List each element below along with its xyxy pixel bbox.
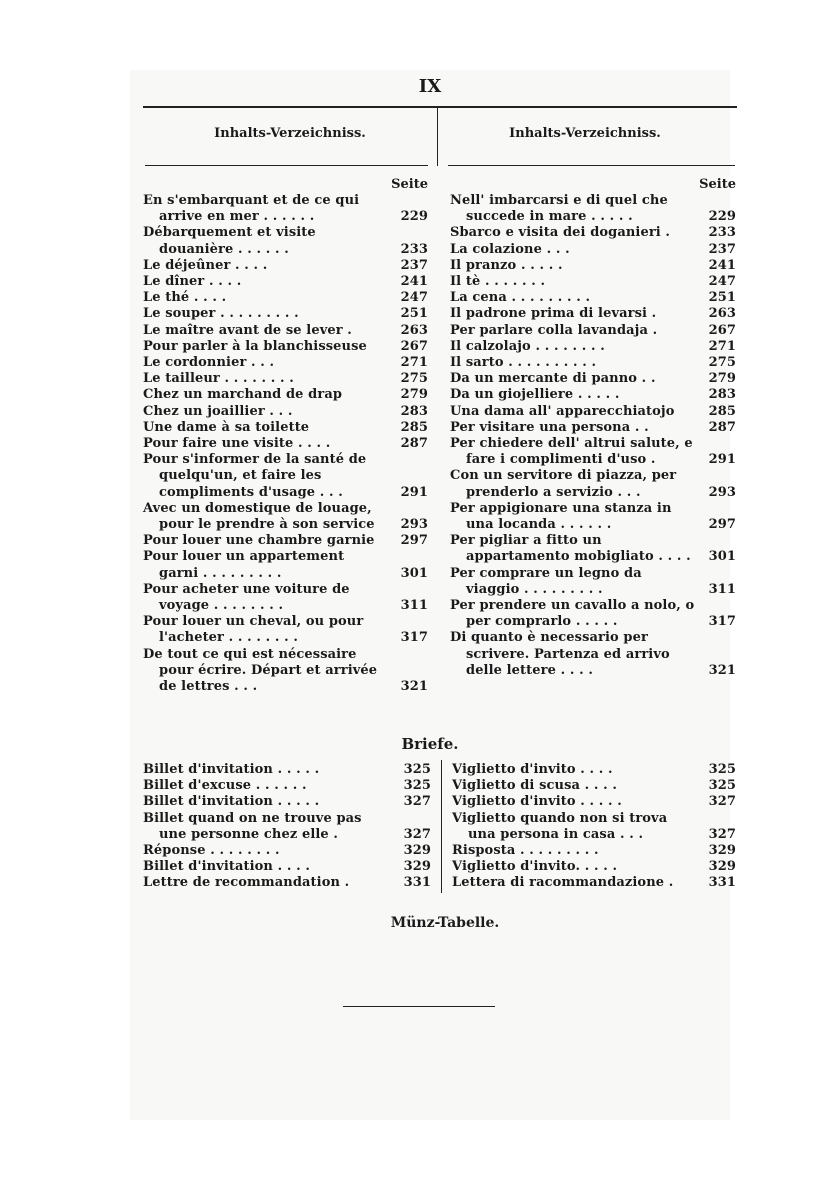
french-dialogue-entry-page: 283 (400, 403, 428, 419)
french-dialogue-entry (143, 533, 428, 549)
italian-letter-entry (452, 875, 736, 891)
italian-dialogue-entry (450, 290, 736, 306)
french-dialogue-entry-title: Une dame à sa toilette (143, 419, 310, 435)
right-header: Inhalts-Verzeichniss. (509, 126, 661, 141)
french-dialogue-entry-page: 297 (400, 533, 428, 549)
italian-dialogue-entry (450, 420, 736, 436)
french-letter-entry-title: Billet d'excuse . . . . . . (143, 778, 307, 794)
french-dialogue-entry-title: Le thé . . . . (143, 290, 227, 306)
seite-label-left: Seite (391, 177, 428, 192)
italian-letter-entry-page: 327 (708, 826, 736, 842)
italian-dialogue-entry-title: Per visitare una persona . . (450, 419, 649, 435)
french-dialogue-entry-page: 301 (400, 565, 428, 581)
italian-dialogue-entry-page: 297 (708, 517, 736, 533)
french-dialogue-entry-title: Chez un joaillier . . . (143, 403, 293, 419)
italian-letter-entry (452, 843, 736, 859)
column-divider (437, 106, 438, 166)
french-letter-entry (143, 859, 431, 875)
italian-dialogue-entry-title: La colazione . . . (450, 241, 570, 257)
french-dialogue-entry (143, 582, 428, 614)
french-letter-entry-title: Lettre de recommandation . (143, 875, 350, 891)
italian-dialogue-entry (450, 566, 736, 598)
french-dialogue-entry-page: 311 (400, 598, 428, 614)
french-dialogue-entry-page: 267 (400, 338, 428, 354)
french-dialogue-entry (143, 501, 428, 533)
italian-dialogue-entry (450, 436, 736, 468)
french-dialogue-entry (143, 355, 428, 371)
italian-letter-entry-title: Lettera di racommandazione . (452, 875, 674, 891)
french-dialogue-entry-title: Pour acheter une voiture de voyage . . . . . . . . (143, 581, 350, 614)
french-dialogue-entry (143, 371, 428, 387)
italian-dialogue-entry-page: 311 (708, 581, 736, 597)
french-dialogue-entry (143, 290, 428, 306)
french-letter-entry-page: 327 (403, 794, 431, 810)
french-dialogue-entry-title: Le cordonnier . . . (143, 355, 275, 371)
italian-dialogue-entry-page: 317 (708, 614, 736, 630)
italian-dialogue-entry-page: 283 (708, 387, 736, 403)
french-dialogue-entry (143, 323, 428, 339)
italian-dialogue-entry (450, 371, 736, 387)
italian-dialogue-entry (450, 323, 736, 339)
italian-dialogue-entry-page: 291 (708, 452, 736, 468)
italian-dialogue-entry (450, 258, 736, 274)
french-dialogue-entry-page: 241 (400, 274, 428, 290)
french-dialogue-entry (143, 647, 428, 696)
french-dialogue-entry-page: 287 (400, 436, 428, 452)
french-letter-entry (143, 875, 431, 891)
french-letter-entry (143, 811, 431, 843)
italian-dialogue-entry-title: Con un servitore di piazza, per prenderlo a servizio . . . (450, 468, 677, 500)
italian-dialogue-entry (450, 225, 736, 241)
french-dialogue-entry-page: 233 (400, 241, 428, 257)
french-dialogue-entry (143, 420, 428, 436)
french-dialogue-entry-title: Pour parler à la blanchisseuse (143, 338, 367, 354)
french-letter-entry-title: Billet d'invitation . . . . (143, 859, 310, 875)
french-dialogue-entry (143, 339, 428, 355)
italian-dialogue-entry (450, 501, 736, 533)
french-dialogue-entry-page: 229 (400, 209, 428, 225)
italian-letter-entry (452, 811, 736, 843)
italian-dialogue-entry-title: Sbarco e visita dei doganieri . (450, 225, 671, 241)
italian-letter-entry-page: 329 (708, 859, 736, 875)
letters-divider (441, 760, 442, 893)
french-dialogue-entry-title: Chez un marchand de drap (143, 387, 343, 403)
top-rule (143, 106, 737, 108)
italian-dialogue-entry (450, 533, 736, 565)
italian-dialogue-entry-title: Per appigionare una stanza in una locanda . . . . . . (450, 500, 672, 533)
italian-dialogue-entry-page: 267 (708, 322, 736, 338)
italian-dialogue-entry (450, 404, 736, 420)
header-rule-right (448, 165, 735, 166)
italian-dialogue-entry (450, 242, 736, 258)
page-number: IX (418, 76, 442, 97)
french-letter-entry (143, 778, 431, 794)
french-letters-column (143, 762, 431, 892)
french-dialogue-entry-title: Pour louer un cheval, ou pour l'acheter . . . . . . . . (143, 614, 364, 646)
french-dialogue-entry-title: Pour louer un appartement garni . . . . . . . . . (143, 549, 345, 581)
french-letter-entry-title: Réponse . . . . . . . . (143, 843, 280, 859)
french-letter-entry-page: 329 (403, 843, 431, 859)
french-dialogue-entry (143, 193, 428, 225)
french-dialogue-column (143, 193, 428, 695)
italian-letter-entry-title: Viglietto d'invito . . . . (452, 762, 613, 777)
french-dialogue-entry-title: Pour louer une chambre garnie (143, 533, 375, 549)
italian-dialogue-entry-title: Di quanto è necessario per scrivere. Partenza ed arrivo delle lettere . . . . (450, 630, 670, 678)
french-letter-entry-page: 327 (403, 826, 431, 842)
french-dialogue-entry (143, 452, 428, 501)
italian-letter-entry (452, 762, 736, 778)
muenz-heading: Münz-Tabelle. (390, 915, 500, 931)
italian-dialogue-entry-title: Il pranzo . . . . . (450, 257, 563, 273)
italian-dialogue-entry-page: 263 (708, 306, 736, 322)
french-dialogue-entry-page: 293 (400, 517, 428, 533)
french-dialogue-entry-page: 317 (400, 630, 428, 646)
french-letter-entry (143, 843, 431, 859)
italian-dialogue-entry-page: 287 (708, 419, 736, 435)
french-letter-entry (143, 794, 431, 810)
french-dialogue-entry (143, 436, 428, 452)
italian-dialogue-entry-title: Da un mercante di panno . . (450, 371, 656, 387)
italian-dialogue-entry-title: Per chiedere dell' altrui salute, e fare i complimenti d'uso . (450, 436, 693, 468)
italian-letter-entry (452, 778, 736, 794)
italian-dialogue-entry (450, 306, 736, 322)
italian-dialogue-entry-title: Il calzolajo . . . . . . . . (450, 338, 605, 354)
french-dialogue-entry-title: Débarquement et visite douanière . . . . . . (143, 225, 316, 257)
french-dialogue-entry-page: 291 (400, 484, 428, 500)
italian-letter-entry-title: Viglietto d'invito. . . . . (452, 859, 618, 875)
french-dialogue-entry-title: Le souper . . . . . . . . . (143, 306, 299, 322)
italian-dialogue-entry-page: 285 (708, 403, 736, 419)
italian-dialogue-entry-page: 321 (708, 662, 736, 678)
italian-letter-entry-title: Viglietto quando non si trova una persona in casa . . . (452, 810, 668, 842)
french-dialogue-entry-page: 271 (400, 355, 428, 371)
italian-dialogue-entry-title: La cena . . . . . . . . . (450, 290, 591, 306)
french-dialogue-entry-page: 279 (400, 387, 428, 403)
french-dialogue-entry (143, 274, 428, 290)
italian-dialogue-entry (450, 468, 736, 500)
french-dialogue-entry-page: 275 (400, 371, 428, 387)
french-letter-entry (143, 762, 431, 778)
italian-dialogue-entry (450, 193, 736, 225)
italian-dialogue-entry-title: Per pigliar a fitto un appartamento mobigliato . . . . (450, 533, 691, 565)
italian-dialogue-entry-page: 293 (708, 484, 736, 500)
italian-dialogue-entry-title: Per prendere un cavallo a nolo, o per comprarlo . . . . . (450, 598, 695, 630)
italian-letter-entry-page: 329 (708, 843, 736, 859)
italian-letter-entry-title: Viglietto d'invito . . . . . (452, 794, 622, 810)
french-dialogue-entry (143, 306, 428, 322)
french-letter-entry-title: Billet quand on ne trouve pas une personne chez elle . (143, 810, 362, 842)
italian-dialogue-entry-title: Il padrone prima di levarsi . (450, 306, 657, 322)
italian-letter-entry-page: 327 (708, 794, 736, 810)
italian-dialogue-entry-page: 247 (708, 274, 736, 290)
italian-letter-entry-title: Risposta . . . . . . . . . (452, 843, 599, 859)
italian-dialogue-entry-page: 275 (708, 355, 736, 371)
left-header: Inhalts-Verzeichniss. (214, 126, 366, 141)
italian-dialogue-entry-title: Una dama all' apparecchiatojo (450, 403, 675, 419)
italian-letter-entry-page: 325 (708, 778, 736, 794)
italian-dialogue-entry-page: 229 (708, 209, 736, 225)
italian-dialogue-entry (450, 339, 736, 355)
italian-dialogue-entry-page: 251 (708, 290, 736, 306)
french-dialogue-entry-page: 247 (400, 290, 428, 306)
italian-dialogue-entry-title: Il sarto . . . . . . . . . . (450, 355, 597, 371)
french-letter-entry-page: 331 (403, 875, 431, 891)
french-dialogue-entry (143, 225, 428, 257)
french-dialogue-entry-page: 251 (400, 306, 428, 322)
bottom-rule (343, 1006, 495, 1007)
french-letter-entry-page: 329 (403, 859, 431, 875)
french-dialogue-entry-page: 263 (400, 322, 428, 338)
french-letter-entry-title: Billet d'invitation . . . . . (143, 794, 320, 810)
french-dialogue-entry-title: Le tailleur . . . . . . . . (143, 371, 294, 387)
french-letter-entry-title: Billet d'invitation . . . . . (143, 762, 320, 777)
italian-letter-entry (452, 794, 736, 810)
italian-dialogue-column (450, 193, 736, 679)
french-dialogue-entry-title: Le dîner . . . . (143, 274, 242, 290)
italian-dialogue-entry (450, 387, 736, 403)
italian-dialogue-entry-page: 237 (708, 241, 736, 257)
french-dialogue-entry-title: Pour faire une visite . . . . (143, 436, 331, 452)
seite-label-right: Seite (699, 177, 736, 192)
french-dialogue-entry-page: 321 (400, 679, 428, 695)
french-dialogue-entry-page: 237 (400, 257, 428, 273)
french-dialogue-entry-title: Pour s'informer de la santé de quelqu'un, et faire les compliments d'usage . . . (143, 452, 367, 500)
italian-dialogue-entry (450, 630, 736, 679)
italian-dialogue-entry-page: 279 (708, 371, 736, 387)
italian-letters-column (452, 762, 736, 892)
italian-letter-entry (452, 859, 736, 875)
french-dialogue-entry-title: De tout ce qui est nécessaire pour écrire. Départ et arrivée de lettres . . . (143, 646, 378, 695)
french-letter-entry-page: 325 (403, 762, 431, 777)
briefe-heading: Briefe. (401, 735, 459, 753)
italian-dialogue-entry (450, 355, 736, 371)
french-dialogue-entry-title: Le maître avant de se lever . (143, 322, 352, 338)
french-letter-entry-page: 325 (403, 778, 431, 794)
italian-letter-entry-page: 325 (708, 762, 736, 777)
header-rule-left (145, 165, 428, 166)
italian-letter-entry-page: 331 (708, 875, 736, 891)
italian-dialogue-entry-page: 241 (708, 257, 736, 273)
italian-dialogue-entry-title: Il tè . . . . . . . (450, 274, 546, 290)
french-dialogue-entry (143, 387, 428, 403)
french-dialogue-entry (143, 549, 428, 581)
italian-dialogue-entry-title: Nell' imbarcarsi e di quel che succede in mare . . . . . (450, 193, 668, 225)
french-dialogue-entry (143, 404, 428, 420)
italian-dialogue-entry-page: 301 (708, 549, 736, 565)
italian-dialogue-entry-title: Per comprare un legno da viaggio . . . . . . . . . (450, 565, 642, 597)
french-dialogue-entry-page: 285 (400, 419, 428, 435)
french-dialogue-entry (143, 258, 428, 274)
italian-dialogue-entry (450, 598, 736, 630)
italian-dialogue-entry-page: 233 (708, 225, 736, 241)
italian-dialogue-entry-title: Da un giojelliere . . . . . (450, 387, 620, 403)
italian-dialogue-entry (450, 274, 736, 290)
french-dialogue-entry-title: En s'embarquant et de ce qui arrive en mer . . . . . . (143, 193, 360, 225)
french-dialogue-entry-title: Avec un domestique de louage, pour le prendre à son service (143, 500, 375, 533)
french-dialogue-entry-title: Le déjeûner . . . . (143, 257, 268, 273)
italian-dialogue-entry-page: 271 (708, 338, 736, 354)
italian-dialogue-entry-title: Per parlare colla lavandaja . (450, 322, 658, 338)
italian-letter-entry-title: Viglietto di scusa . . . . (452, 778, 618, 794)
french-dialogue-entry (143, 614, 428, 646)
